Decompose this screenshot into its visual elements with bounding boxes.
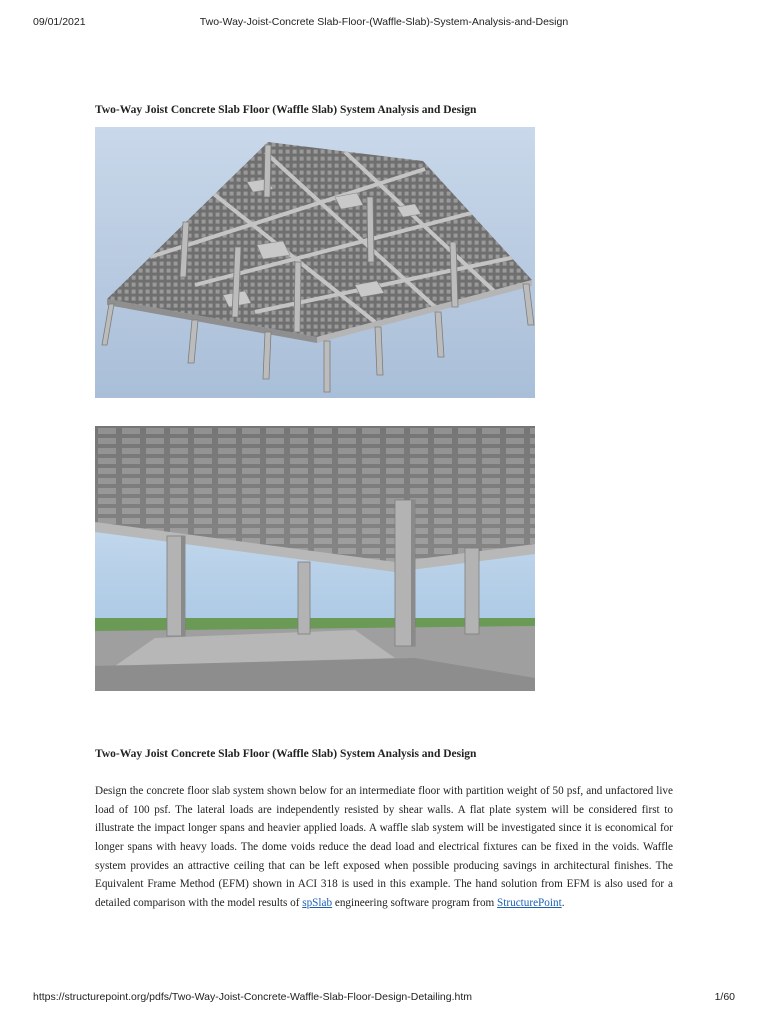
spslab-link[interactable]: spSlab <box>302 896 333 909</box>
print-footer-url: https://structurepoint.org/pdfs/Two-Way-Joist-Concrete-Waffle-Slab-Floor-Design-Detailing.htm <box>33 991 473 1003</box>
section-title: Two-Way Joist Concrete Slab Floor (Waffle Slab) System Analysis and Design <box>95 748 477 760</box>
paragraph-text-1: Design the concrete floor slab system shown below for an intermediate floor with partition weight of 50 psf, and unfactored live load of 100 psf. The lateral loads are independently resisted by shear walls. A flat plate system will be considered first to illustrate the impact longer spans and heavier applied loads. A waffle slab system will be investigated since it is economical for longer spans with heavy loads. The dome voids reduce the dead load and electrical fixtures can be fixed in the voids. Waffle system provides an attractive ceiling that can be left exposed when possible producing savings in architectural finishes. The Equivalent Frame Method (EFM) shown in ACI 318 is used in this example. The hand solution from EFM is also used for a detailed comparison with the model results of <box>95 785 673 909</box>
print-header-title: Two-Way-Joist-Concrete Slab-Floor-(Waffle-Slab)-System-Analysis-and-Design <box>199 16 569 28</box>
waffle-slab-interior-render <box>95 426 535 691</box>
waffle-slab-aerial-render <box>95 127 535 398</box>
page-title: Two-Way Joist Concrete Slab Floor (Waffle Slab) System Analysis and Design <box>95 104 477 116</box>
paragraph-text-3: . <box>561 896 565 909</box>
design-description-paragraph <box>95 782 673 912</box>
print-date: 09/01/2021 <box>33 16 86 28</box>
structurepoint-link[interactable]: StructurePoint <box>497 896 562 909</box>
paragraph-text-2: engineering software program from <box>332 896 498 909</box>
page-number: 1/60 <box>714 991 735 1003</box>
